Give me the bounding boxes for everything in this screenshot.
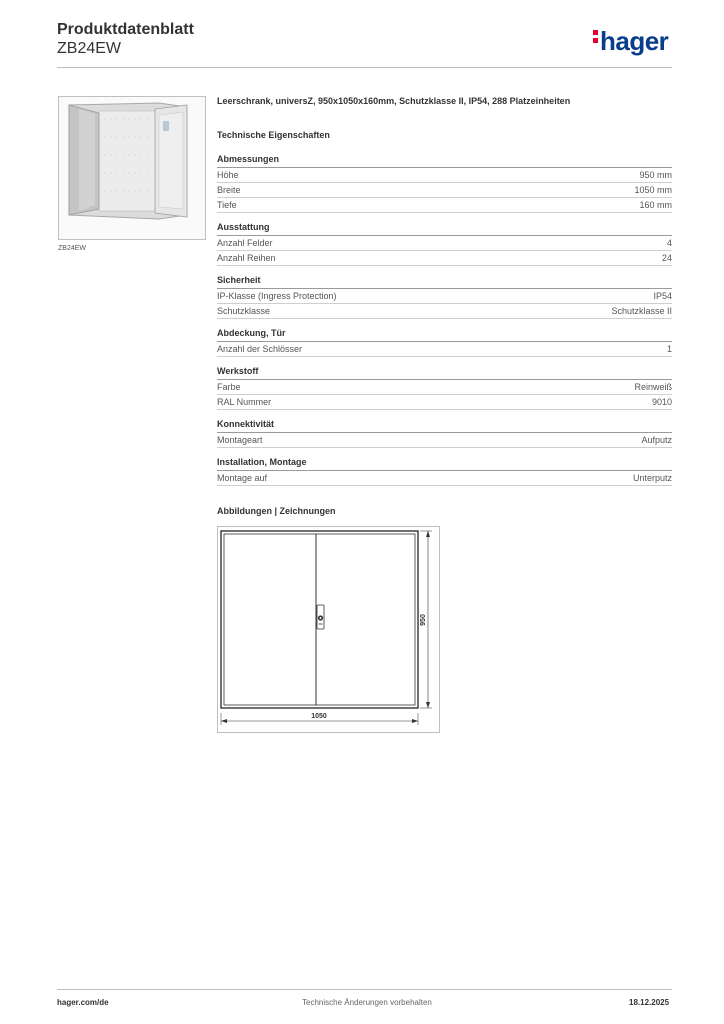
footer-date: 18.12.2025 (629, 998, 670, 1007)
height-dimension-label: 950 (420, 614, 427, 626)
spec-row (217, 342, 672, 357)
spec-value: 160 mm (639, 200, 672, 210)
spec-value: 1050 mm (634, 185, 672, 195)
spec-label: Höhe (217, 170, 239, 180)
section-connectivity (217, 418, 672, 448)
width-dimension-label: 1050 (311, 713, 327, 720)
cabinet-photo-icon (59, 97, 205, 239)
product-description: Leerschrank, universZ, 950x1050x160mm, Schutzklasse II, IP54, 288 Platzeinheiten (217, 96, 571, 106)
section-heading: Installation, Montage (217, 456, 672, 471)
header-divider (57, 67, 672, 68)
page-title: Produktdatenblatt (57, 21, 194, 38)
spec-value: IP54 (653, 291, 672, 301)
spec-label: Anzahl Reihen (217, 253, 276, 263)
section-heading: Abdeckung, Tür (217, 327, 672, 342)
spec-row (217, 471, 672, 486)
spec-value: 24 (661, 253, 672, 263)
spec-row (217, 236, 672, 251)
spec-row (217, 380, 672, 395)
footer-website-link[interactable]: hager.com/de (57, 998, 109, 1007)
cabinet-drawing-icon (218, 527, 439, 732)
spec-label: Montageart (217, 435, 263, 445)
spec-label: Montage auf (217, 473, 268, 483)
spec-row (217, 433, 672, 448)
section-cover-door (217, 327, 672, 357)
spec-value: 1 (666, 344, 672, 354)
spec-row (217, 395, 672, 410)
spec-label: Anzahl Felder (217, 238, 273, 248)
logo-text: hager (600, 26, 669, 56)
spec-row (217, 183, 672, 198)
section-safety (217, 274, 672, 319)
technical-drawing (217, 526, 440, 733)
spec-label: Tiefe (217, 200, 237, 210)
spec-row (217, 198, 672, 213)
spec-value: 950 mm (639, 170, 672, 180)
spec-label: Anzahl der Schlösser (217, 344, 303, 354)
spec-label: IP-Klasse (Ingress Protection) (217, 291, 337, 301)
logo-colon-icon (593, 27, 598, 46)
section-heading: Sicherheit (217, 274, 672, 289)
hager-logo (593, 27, 668, 55)
spec-label: Farbe (217, 382, 241, 392)
section-material (217, 365, 672, 410)
product-image (58, 96, 206, 240)
section-heading: Werkstoff (217, 365, 672, 380)
spec-value: Unterputz (632, 473, 672, 483)
footer-divider (57, 989, 672, 990)
spec-value: 9010 (651, 397, 672, 407)
spec-value: Aufputz (641, 435, 672, 445)
spec-row (217, 304, 672, 319)
footer-notice: Technische Änderungen vorbehalten (302, 998, 432, 1007)
section-dimensions (217, 153, 672, 213)
section-installation (217, 456, 672, 486)
spec-row (217, 289, 672, 304)
product-details (217, 96, 672, 494)
figures-title: Abbildungen | Zeichnungen (217, 506, 336, 516)
spec-label: Breite (217, 185, 241, 195)
spec-value: Reinweiß (634, 382, 672, 392)
spec-label: RAL Nummer (217, 397, 272, 407)
spec-label: Schutzklasse (217, 306, 271, 316)
section-heading: Ausstattung (217, 221, 672, 236)
section-equipment (217, 221, 672, 266)
spec-value: 4 (666, 238, 672, 248)
spec-value: Schutzklasse II (611, 306, 672, 316)
section-heading: Konnektivität (217, 418, 672, 433)
spec-row (217, 251, 672, 266)
section-heading: Abmessungen (217, 153, 672, 168)
technical-properties-title: Technische Eigenschaften (217, 130, 330, 140)
product-image-caption: ZB24EW (58, 245, 87, 252)
product-code-subtitle: ZB24EW (57, 40, 122, 57)
spec-row (217, 168, 672, 183)
